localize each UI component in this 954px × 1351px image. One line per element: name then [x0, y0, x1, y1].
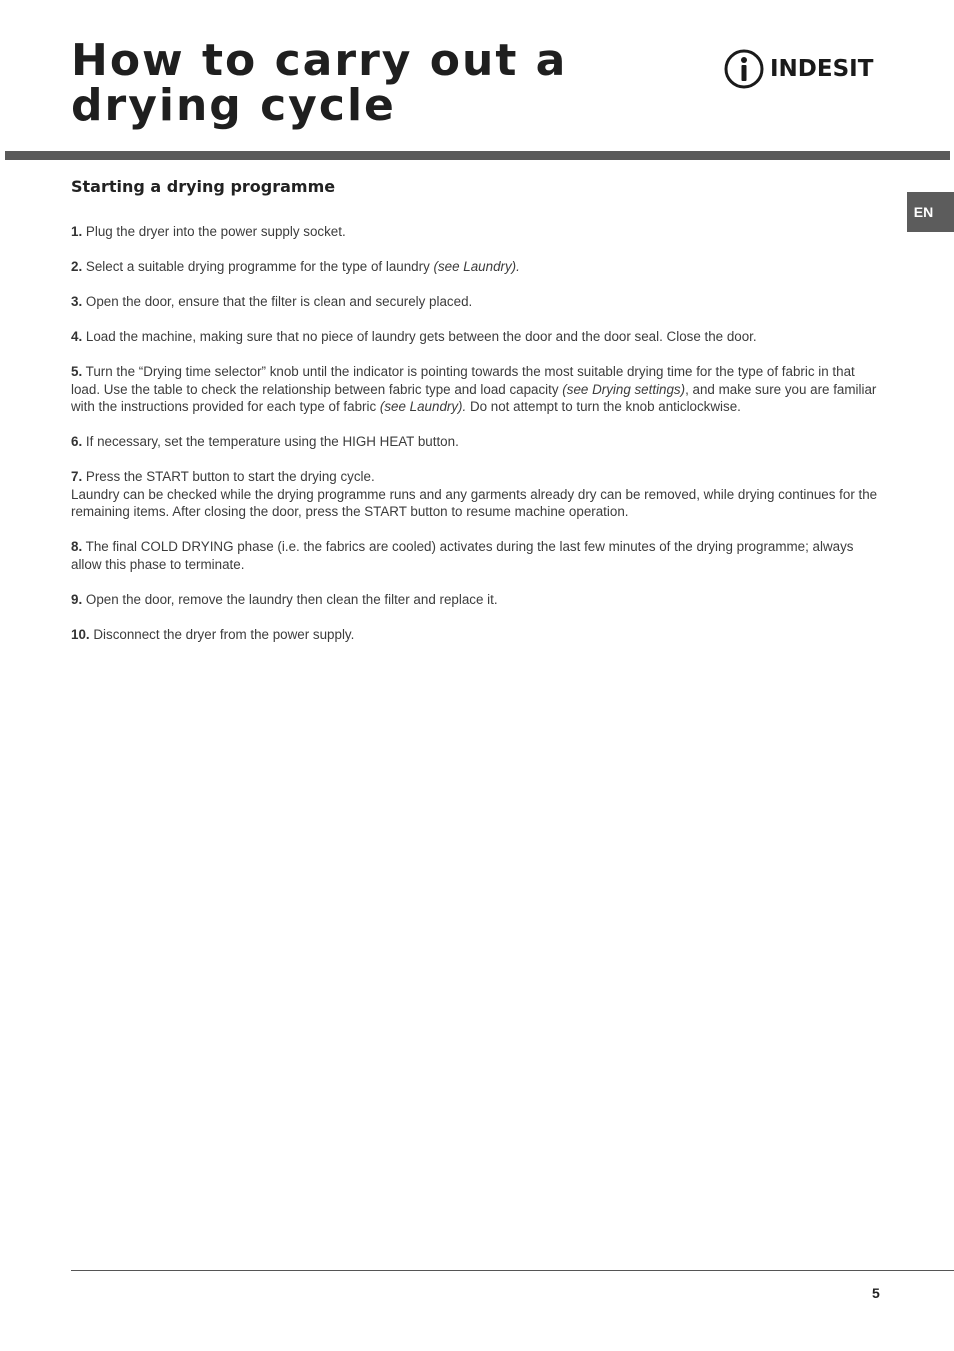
header-divider-bar — [5, 151, 950, 160]
step-number: 9. — [71, 591, 83, 607]
step-number: 1. — [71, 224, 83, 239]
step-number: 2. — [71, 259, 83, 274]
step-reference: (see Laundry). — [379, 399, 467, 414]
step-text: Open the door, remove the laundry then clean the filter and replace it. — [85, 591, 498, 607]
step-text: The final COLD DRYING phase (i.e. the fabrics are cooled) activates during the last few minutes of the drying programme; always allow this phase to terminate. — [71, 539, 854, 572]
step-text: Disconnect the dryer from the power supply. — [93, 626, 355, 642]
page-title-line-1: How to carry out a — [71, 35, 568, 86]
step-item — [71, 293, 883, 311]
step-item — [71, 223, 883, 241]
step-text: , and make sure you are familiar with the instructions provided for each type of fabric — [71, 381, 877, 414]
brand-name: INDESIT — [770, 56, 874, 82]
step-number: 4. — [71, 329, 83, 344]
step-text: Plug the dryer into the power supply socket. — [85, 224, 346, 239]
page-number: 5 — [872, 1285, 880, 1301]
brand-logo — [724, 49, 873, 89]
step-item — [71, 328, 883, 346]
step-item — [71, 363, 883, 416]
step-reference: (see Drying settings) — [562, 381, 686, 397]
page-title — [71, 35, 568, 131]
language-tab: EN — [907, 192, 954, 232]
step-text: Press the START button to start the drying cycle. — [85, 469, 375, 484]
section-title: Starting a drying programme — [71, 177, 336, 196]
footer-divider — [71, 1270, 954, 1271]
step-item — [71, 538, 883, 573]
step-item — [71, 433, 883, 451]
step-number: 8. — [71, 539, 83, 554]
step-item — [71, 626, 883, 644]
step-number: 3. — [71, 294, 83, 309]
step-item — [71, 591, 883, 609]
step-number: 6. — [71, 434, 83, 449]
page-title-line-2: drying cycle — [71, 80, 396, 131]
step-text: Select a suitable drying programme for the type of laundry — [85, 259, 434, 274]
step-item — [71, 258, 883, 276]
step-number: 5. — [71, 364, 83, 379]
indesit-i-logo-icon — [724, 49, 764, 89]
step-number: 10. — [71, 626, 90, 642]
step-text: Open the door, ensure that the filter is clean and securely placed. — [85, 294, 473, 309]
step-item — [71, 468, 883, 521]
step-text: Load the machine, making sure that no piece of laundry gets between the door and the door seal. Close the door. — [85, 329, 757, 344]
step-text: Turn the “Drying time selector” knob until the indicator is pointing towards the most suitable drying time for the type of fabric in that load. Use the table to check the relationship between fabric type and load capacity — [71, 364, 855, 397]
step-extra-text: Laundry can be checked while the drying programme runs and any garments already dry can be removed, while drying continues for the remaining items. After closing the door, press the START button to resume machine operation. — [71, 486, 878, 519]
step-text: Do not attempt to turn the knob anticlockwise. — [466, 399, 741, 414]
step-number: 7. — [71, 469, 83, 484]
step-text: If necessary, set the temperature using the HIGH HEAT button. — [85, 434, 459, 449]
step-reference: (see Laundry). — [433, 259, 520, 274]
steps-list — [71, 223, 883, 661]
